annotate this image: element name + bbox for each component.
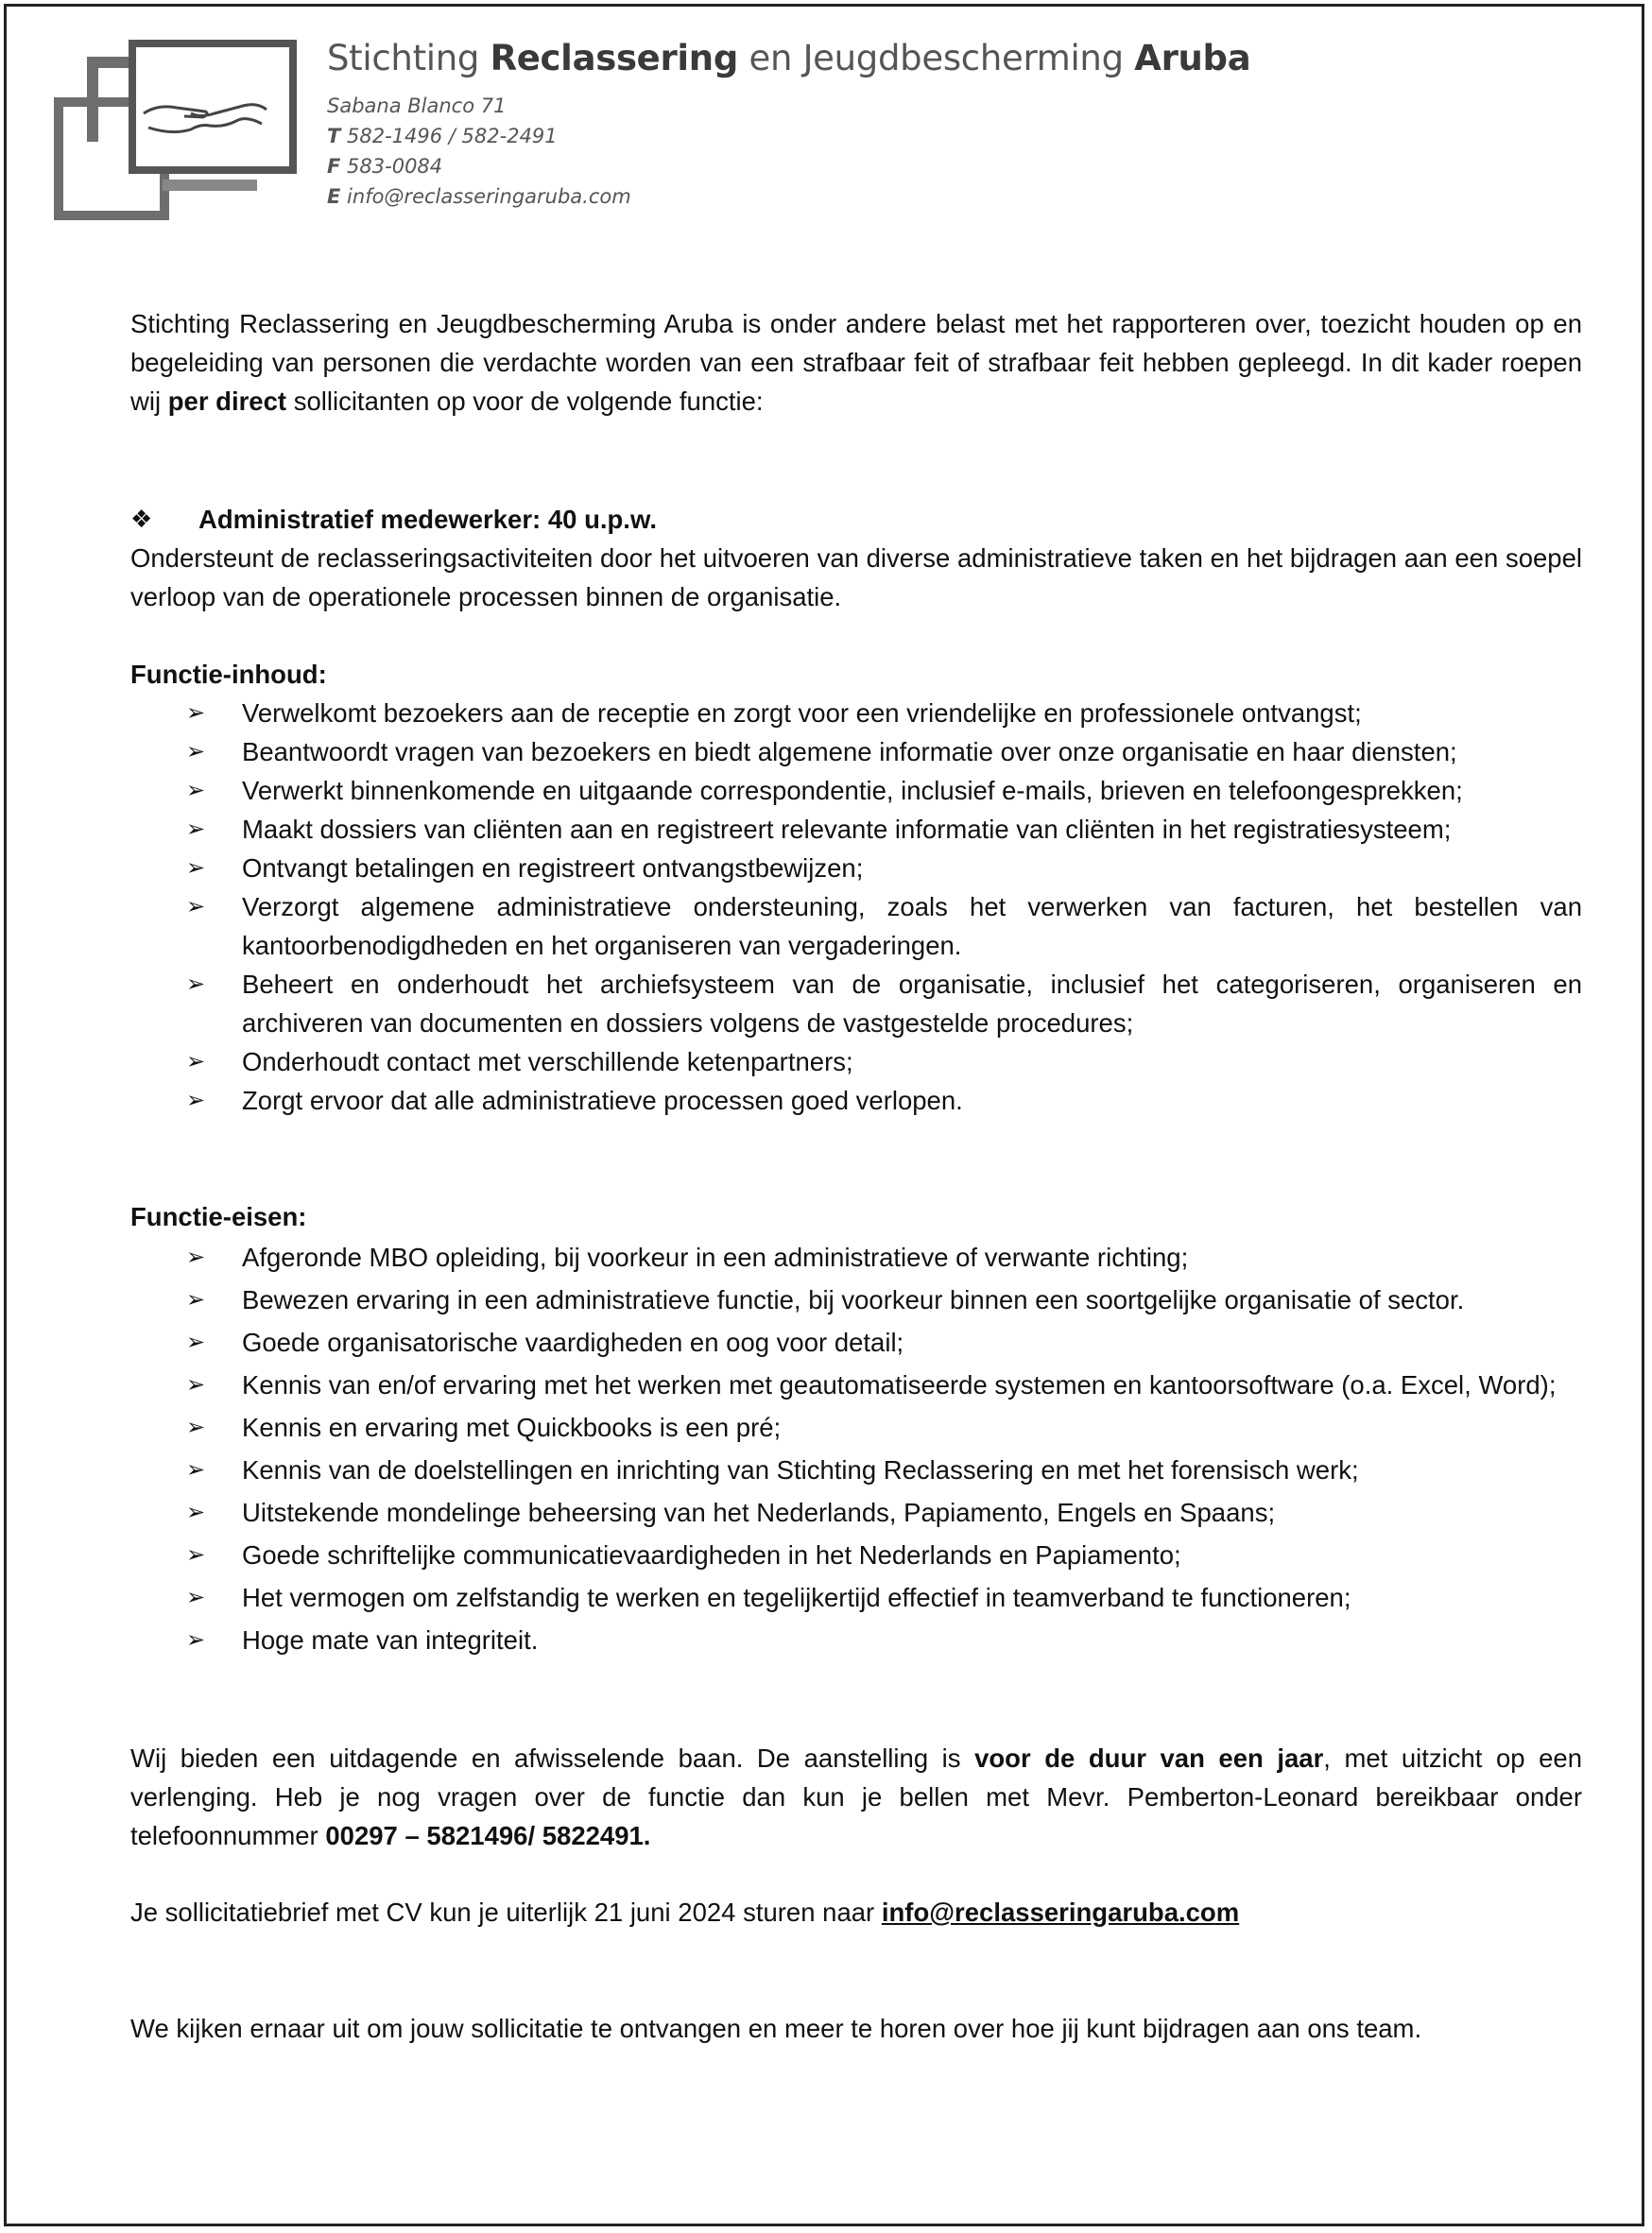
list-item: ➢ Onderhoudt contact met verschillende ketenpartners; <box>130 1042 1582 1081</box>
functie-inhoud-title: Functie-inhoud: <box>130 660 327 689</box>
list-item: ➢ Kennis van de doelstellingen en inrichting van Stichting Reclassering en met het forensisch werk; <box>130 1449 1582 1491</box>
list-item: ➢ Verzorgt algemene administratieve ondersteuning, zoals het verwerken van facturen, het bestellen van kantoorbenodigdheden en het organiseren van vergaderingen. <box>130 887 1582 965</box>
arrow-bullet-icon: ➢ <box>186 1500 206 1525</box>
contact-info <box>327 91 1250 212</box>
arrow-bullet-icon: ➢ <box>186 1049 206 1074</box>
arrow-bullet-icon: ➢ <box>186 1542 206 1568</box>
list-item: ➢ Beheert en onderhoudt het archiefsysteem van de organisatie, inclusief het categoriseren, organiseren en archiveren van documenten en dossiers volgens de vastgestelde procedures; <box>130 965 1582 1042</box>
arrow-bullet-icon: ➢ <box>186 700 206 726</box>
arrow-bullet-icon: ➢ <box>186 1245 206 1270</box>
diamond-bullet-icon: ❖ <box>130 505 153 533</box>
arrow-bullet-icon: ➢ <box>186 816 206 842</box>
list-item: ➢ Het vermogen om zelfstandig te werken en tegelijkertijd effectief in teamverband te functioneren; <box>130 1576 1582 1619</box>
list-item: ➢ Hoge mate van integriteit. <box>130 1619 1582 1661</box>
arrow-bullet-icon: ➢ <box>186 1287 206 1313</box>
list-item: ➢ Zorgt ervoor dat alle administratieve processen goed verlopen. <box>130 1081 1582 1120</box>
list-item: ➢ Ontvangt betalingen en registreert ontvangstbewijzen; <box>130 849 1582 887</box>
email-link[interactable]: info@reclasseringaruba.com <box>881 1898 1240 1927</box>
list-item: ➢ Verwelkomt bezoekers aan de receptie en zorgt voor een vriendelijke en professionele ontvangst; <box>130 694 1582 732</box>
apply-paragraph: Je sollicitatiebrief met CV kun je uiterlijk 21 juni 2024 sturen naar info@reclasseringaruba.com <box>130 1898 1240 1927</box>
arrow-bullet-icon: ➢ <box>186 1585 206 1610</box>
organization-logo <box>49 38 304 227</box>
email-line: E info@reclasseringaruba.com <box>327 185 631 208</box>
position-description: Ondersteunt de reclasseringsactiviteiten door het uitvoeren van diverse administratieve taken en het bijdragen aan een soepel verloop van de operationele processen binnen de organisatie. <box>130 543 1582 611</box>
list-item: ➢ Kennis van en/of ervaring met het werken met geautomatiseerde systemen en kantoorsoftware (o.a. Excel, Word); <box>130 1364 1582 1406</box>
final-paragraph: We kijken ernaar uit om jouw sollicitatie te ontvangen en meer te horen over hoe jij kunt bijdragen aan ons team. <box>130 2014 1422 2043</box>
list-item: ➢ Beantwoordt vragen van bezoekers en biedt algemene informatie over onze organisatie en haar diensten; <box>130 732 1582 771</box>
list-item: ➢ Goede organisatorische vaardigheden en oog voor detail; <box>130 1321 1582 1364</box>
functie-inhoud-list <box>130 694 1582 1120</box>
list-item: ➢ Kennis en ervaring met Quickbooks is een pré; <box>130 1406 1582 1449</box>
phone-line: T 582-1496 / 582-2491 <box>327 125 558 147</box>
list-item: ➢ Maakt dossiers van cliënten aan en registreert relevante informatie van cliënten in het registratiesysteem; <box>130 810 1582 849</box>
arrow-bullet-icon: ➢ <box>186 739 206 764</box>
closing-paragraph: Wij bieden een uitdagende en afwisselende baan. De aanstelling is voor de duur van een jaar, met uitzicht op een verlenging. Heb je nog vragen over de functie dan kun je bellen met Mevr. Pemberton-Leonard bereikbaar onder telefoonnummer 00297 – 5821496/ 5822491. <box>130 1743 1582 1850</box>
address: Sabana Blanco 71 <box>327 94 507 117</box>
functie-eisen-list <box>130 1236 1582 1661</box>
document-body <box>130 304 1582 2048</box>
position-section <box>130 500 1582 616</box>
arrow-bullet-icon: ➢ <box>186 1088 206 1113</box>
arrow-bullet-icon: ➢ <box>186 971 206 997</box>
arrow-bullet-icon: ➢ <box>186 894 206 919</box>
arrow-bullet-icon: ➢ <box>186 1457 206 1483</box>
arrow-bullet-icon: ➢ <box>186 1372 206 1398</box>
arrow-bullet-icon: ➢ <box>186 1627 206 1653</box>
arrow-bullet-icon: ➢ <box>186 1415 206 1440</box>
fax-line: F 583-0084 <box>327 155 443 178</box>
list-item: ➢ Afgeronde MBO opleiding, bij voorkeur in een administratieve of verwante richting; <box>130 1236 1582 1279</box>
list-item: ➢ Bewezen ervaring in een administratieve functie, bij voorkeur binnen een soortgelijke organisatie of sector. <box>130 1279 1582 1321</box>
functie-eisen-title: Functie-eisen: <box>130 1202 307 1231</box>
list-item: ➢ Verwerkt binnenkomende en uitgaande correspondentie, inclusief e-mails, brieven en telefoongesprekken; <box>130 771 1582 810</box>
arrow-bullet-icon: ➢ <box>186 778 206 803</box>
list-item: ➢ Uitstekende mondelinge beheersing van het Nederlands, Papiamento, Engels en Spaans; <box>130 1491 1582 1534</box>
organization-header <box>327 38 1250 212</box>
arrow-bullet-icon: ➢ <box>186 855 206 881</box>
organization-name: Stichting Reclassering en Jeugdbescherming Aruba <box>327 38 1251 78</box>
position-title: ❖ Administratief medewerker: 40 u.p.w. <box>130 500 1582 539</box>
intro-paragraph: Stichting Reclassering en Jeugdbescherming Aruba is onder andere belast met het rapporteren over, toezicht houden op en begeleiding van personen die verdachte worden van een strafbaar feit of strafbaar feit hebben gepleegd. In dit kader roepen wij per direct sollicitanten op voor de volgende functie: <box>130 309 1582 416</box>
arrow-bullet-icon: ➢ <box>186 1330 206 1355</box>
list-item: ➢ Goede schriftelijke communicatievaardigheden in het Nederlands en Papiamento; <box>130 1534 1582 1576</box>
